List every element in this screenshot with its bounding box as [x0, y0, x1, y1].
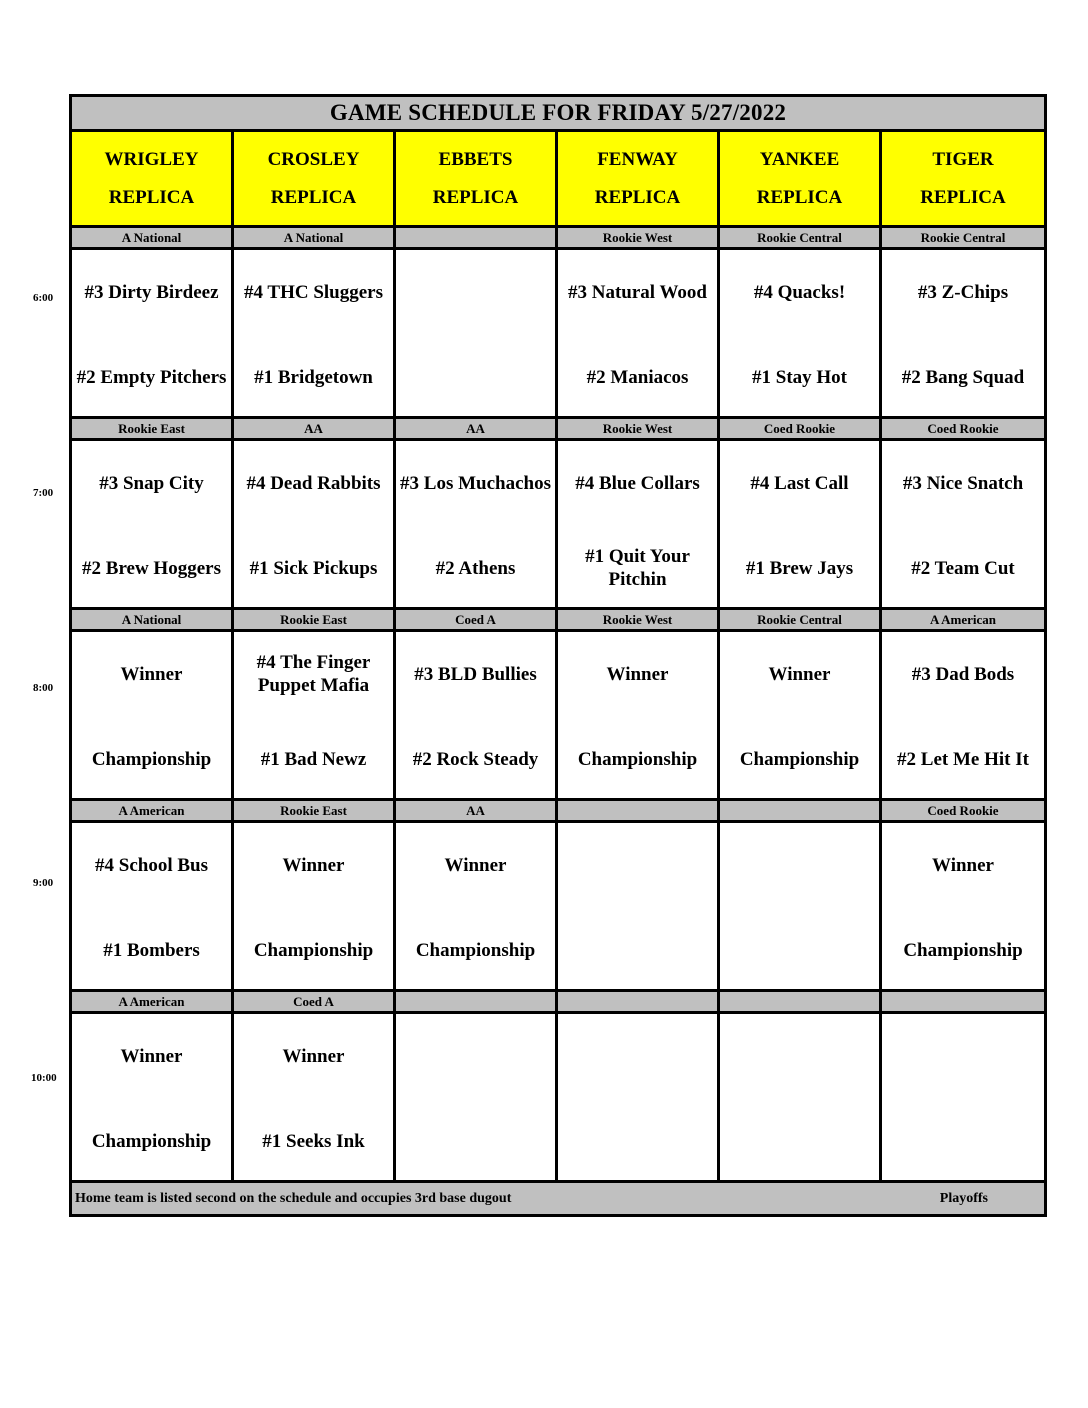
division-label: A National — [233, 227, 395, 249]
home-team: #1 Bridgetown — [254, 366, 373, 388]
away-team: Winner — [932, 854, 994, 876]
division-label: Coed Rookie — [881, 418, 1046, 440]
game-cell — [233, 1013, 395, 1182]
field-subtitle: REPLICA — [108, 186, 195, 208]
game-cell — [395, 1013, 557, 1182]
division-row — [71, 991, 1046, 1013]
game-cell — [233, 249, 395, 418]
home-team: Championship — [91, 1130, 212, 1152]
footer-row — [71, 1182, 1046, 1216]
away-team — [400, 264, 551, 320]
time-label: 9:00 — [33, 877, 54, 889]
home-team — [724, 922, 875, 978]
home-team — [562, 1113, 713, 1169]
game-cell — [71, 440, 233, 609]
field-header-3 — [557, 131, 719, 227]
away-team: #4 The Finger Puppet Mafia — [256, 652, 371, 696]
away-team: #4 Blue Collars — [575, 472, 700, 494]
away-team — [724, 837, 875, 893]
field-subtitle: REPLICA — [756, 186, 843, 208]
away-team: #4 THC Sluggers — [243, 281, 383, 303]
field-header-row — [71, 131, 1046, 227]
field-name: TIGER — [932, 148, 994, 170]
game-cell — [233, 440, 395, 609]
away-team — [562, 837, 713, 893]
away-team: Winner — [444, 854, 507, 876]
field-header-1 — [233, 131, 395, 227]
schedule-title: GAME SCHEDULE FOR FRIDAY 5/27/2022 — [71, 96, 1046, 131]
game-row — [71, 1013, 1046, 1182]
game-cell — [395, 440, 557, 609]
game-cell — [233, 631, 395, 800]
division-label: Rookie East — [233, 609, 395, 631]
game-cell — [395, 631, 557, 800]
game-cell — [881, 249, 1046, 418]
game-cell — [395, 249, 557, 418]
away-team: Winner — [282, 1045, 345, 1067]
game-cell — [395, 822, 557, 991]
division-label: A American — [71, 991, 233, 1013]
game-cell — [719, 249, 881, 418]
away-team — [400, 1028, 551, 1084]
division-label: Coed A — [395, 609, 557, 631]
away-team: Winner — [120, 663, 183, 685]
division-row — [71, 227, 1046, 249]
schedule-table — [69, 94, 1047, 1217]
division-label — [719, 800, 881, 822]
division-label — [557, 800, 719, 822]
game-row — [71, 249, 1046, 418]
division-label — [881, 991, 1046, 1013]
division-label: A American — [71, 800, 233, 822]
playoffs-legend: Playoffs — [939, 1191, 988, 1206]
home-team — [400, 349, 551, 405]
game-cell — [557, 1013, 719, 1182]
home-team: #2 Maniacos — [586, 366, 689, 388]
away-team: #3 Los Muchachos — [400, 472, 551, 494]
division-label: Rookie West — [557, 418, 719, 440]
away-team: Winner — [768, 663, 831, 685]
field-name: YANKEE — [759, 148, 840, 170]
home-team: #2 Empty Pitchers — [76, 366, 227, 388]
away-team: #3 Dirty Birdeez — [84, 281, 219, 303]
home-team — [724, 1113, 875, 1169]
home-team: Championship — [253, 939, 374, 961]
away-team: #4 Dead Rabbits — [246, 472, 381, 494]
home-team: #2 Team Cut — [911, 557, 1015, 579]
game-cell — [71, 631, 233, 800]
away-team: #3 Dad Bods — [911, 663, 1015, 685]
game-cell — [881, 440, 1046, 609]
home-team — [562, 922, 713, 978]
game-cell — [71, 249, 233, 418]
away-team: #3 Snap City — [99, 472, 204, 494]
time-label: 8:00 — [33, 682, 54, 694]
home-team: #2 Bang Squad — [901, 366, 1025, 388]
away-team: #4 Last Call — [750, 472, 849, 494]
division-label: AA — [395, 418, 557, 440]
time-label: 6:00 — [33, 292, 54, 304]
away-team: Winner — [120, 1045, 183, 1067]
away-team: Winner — [282, 854, 345, 876]
field-name: CROSLEY — [267, 148, 360, 170]
home-team: #1 Brew Jays — [745, 557, 854, 579]
field-subtitle: REPLICA — [270, 186, 357, 208]
home-team: #1 Bad Newz — [260, 748, 367, 770]
time-label: 7:00 — [33, 487, 54, 499]
home-team: #2 Rock Steady — [412, 748, 539, 770]
game-cell — [557, 822, 719, 991]
home-team — [400, 1113, 551, 1169]
division-label: Rookie West — [557, 609, 719, 631]
footer-cell — [71, 1182, 1046, 1216]
division-row — [71, 418, 1046, 440]
away-team: #3 Z-Chips — [917, 281, 1009, 303]
division-label — [395, 991, 557, 1013]
division-label: AA — [395, 800, 557, 822]
home-team: #2 Let Me Hit It — [897, 748, 1029, 770]
division-label: Coed Rookie — [719, 418, 881, 440]
home-team-note: Home team is listed second on the schedule and occupies 3rd base dugout — [75, 1190, 512, 1206]
field-header-4 — [719, 131, 881, 227]
division-label: Rookie Central — [881, 227, 1046, 249]
division-label — [719, 991, 881, 1013]
division-label: Rookie East — [233, 800, 395, 822]
home-team: Championship — [739, 748, 860, 770]
field-name: EBBETS — [438, 148, 513, 170]
game-cell — [719, 1013, 881, 1182]
home-team: #1 Quit Your Pitchin — [585, 546, 690, 590]
division-label — [557, 991, 719, 1013]
game-cell — [557, 631, 719, 800]
division-label: A National — [71, 609, 233, 631]
home-team: Championship — [415, 939, 536, 961]
field-header-2 — [395, 131, 557, 227]
field-subtitle: REPLICA — [920, 186, 1006, 208]
field-name: FENWAY — [597, 148, 678, 170]
away-team: #3 Nice Snatch — [902, 472, 1024, 494]
game-row — [71, 440, 1046, 609]
field-name: WRIGLEY — [104, 148, 199, 170]
home-team: #2 Brew Hoggers — [82, 557, 221, 579]
game-cell — [719, 631, 881, 800]
away-team: #4 Quacks! — [753, 281, 846, 303]
away-team — [886, 1028, 1040, 1084]
away-team — [562, 1028, 713, 1084]
division-label: Rookie East — [71, 418, 233, 440]
game-cell — [557, 249, 719, 418]
division-label: Rookie West — [557, 227, 719, 249]
home-team: #1 Stay Hot — [752, 366, 847, 388]
field-subtitle: REPLICA — [432, 186, 519, 208]
division-label: Coed Rookie — [881, 800, 1046, 822]
game-cell — [557, 440, 719, 609]
game-cell — [881, 1013, 1046, 1182]
away-team: #3 BLD Bullies — [414, 663, 537, 685]
division-label: Coed A — [233, 991, 395, 1013]
field-header-0 — [71, 131, 233, 227]
home-team — [886, 1113, 1040, 1169]
division-label: AA — [233, 418, 395, 440]
division-label: Rookie Central — [719, 609, 881, 631]
game-cell — [71, 822, 233, 991]
home-team: #1 Bombers — [103, 939, 200, 961]
home-team: #1 Seeks Ink — [262, 1130, 365, 1152]
division-label — [395, 227, 557, 249]
division-row — [71, 609, 1046, 631]
away-team: #3 Natural Wood — [567, 281, 707, 303]
game-cell — [719, 822, 881, 991]
division-label: Rookie Central — [719, 227, 881, 249]
division-row — [71, 800, 1046, 822]
division-label: A American — [881, 609, 1046, 631]
home-team: Championship — [91, 748, 212, 770]
away-team — [724, 1028, 875, 1084]
away-team: Winner — [606, 663, 669, 685]
time-label: 10:00 — [31, 1072, 57, 1084]
home-team: Championship — [577, 748, 698, 770]
away-team: #4 School Bus — [95, 854, 208, 876]
game-cell — [233, 822, 395, 991]
field-subtitle: REPLICA — [594, 186, 681, 208]
game-cell — [881, 822, 1046, 991]
title-row — [71, 96, 1046, 131]
home-team: Championship — [903, 939, 1023, 961]
game-cell — [71, 1013, 233, 1182]
home-team: #1 Sick Pickups — [249, 557, 378, 579]
field-header-5 — [881, 131, 1046, 227]
game-row — [71, 822, 1046, 991]
game-cell — [881, 631, 1046, 800]
game-row — [71, 631, 1046, 800]
home-team: #2 Athens — [435, 557, 516, 579]
game-cell — [719, 440, 881, 609]
division-label: A National — [71, 227, 233, 249]
